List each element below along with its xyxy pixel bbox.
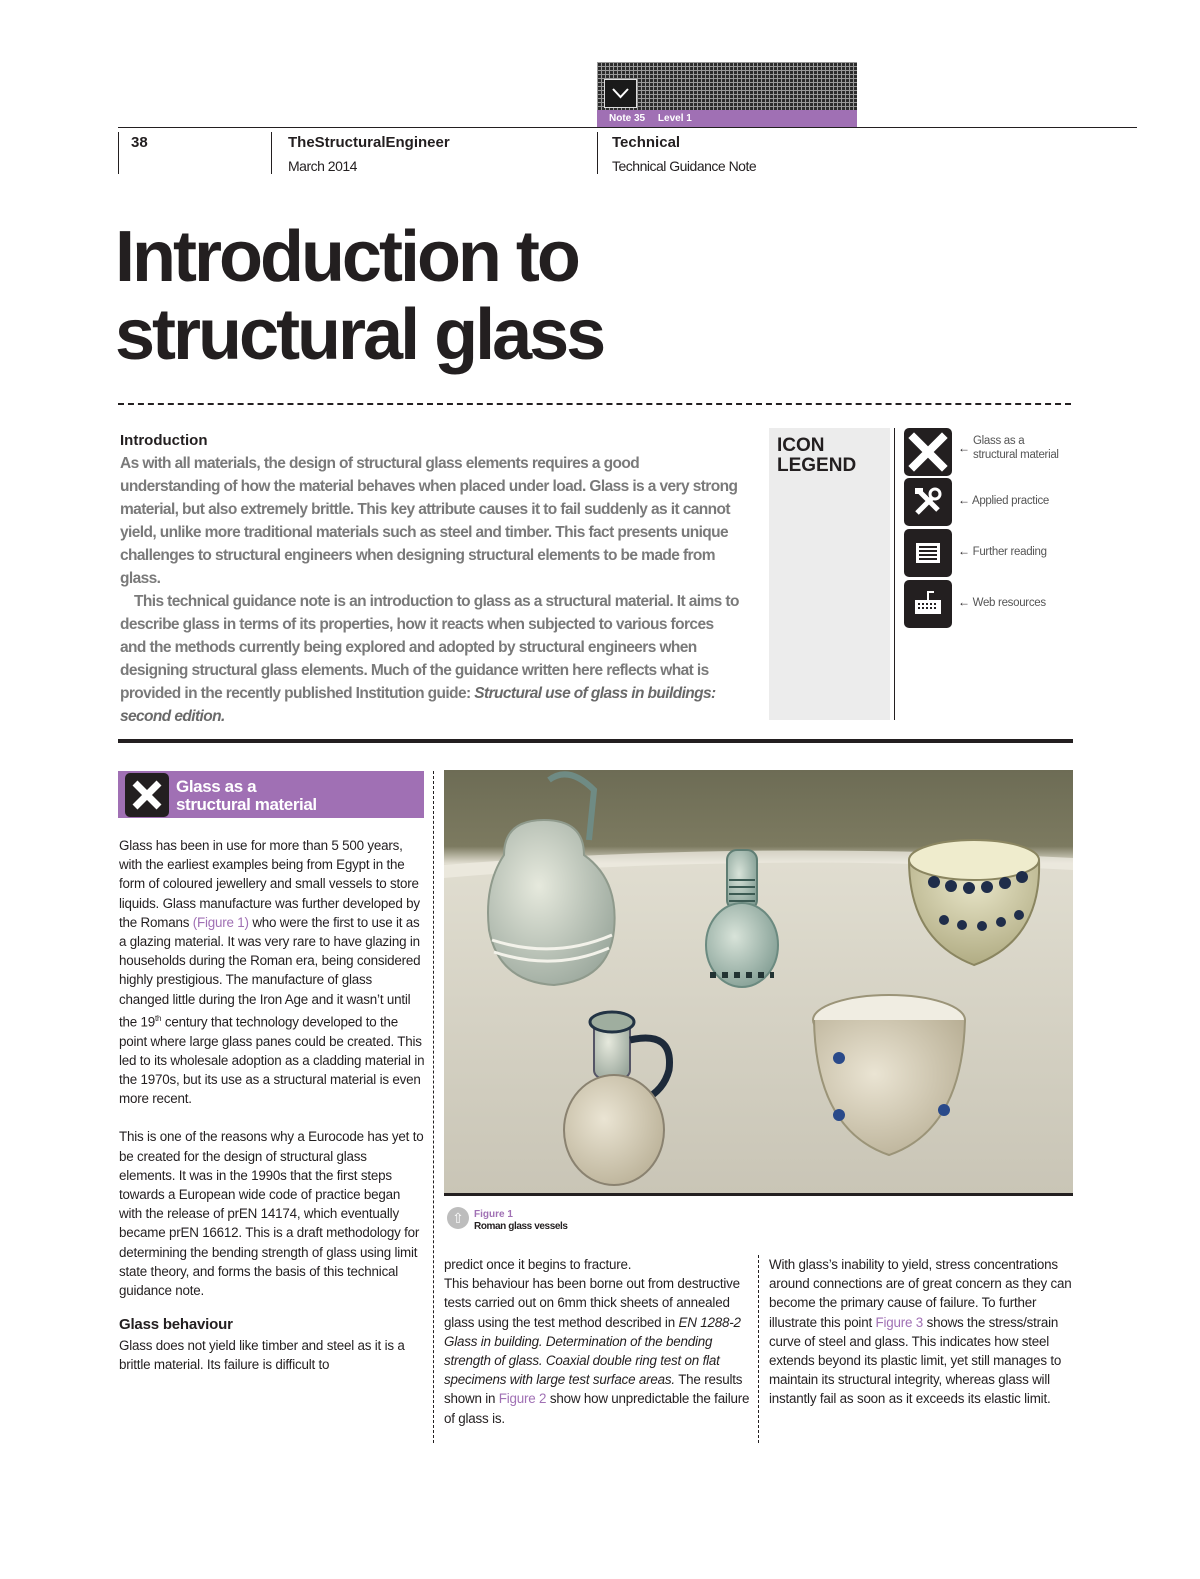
header-divider <box>118 132 119 174</box>
figure-1-link[interactable]: (Figure 1) <box>192 914 249 930</box>
legend-item-applied <box>958 493 1049 508</box>
tools-icon <box>904 478 952 526</box>
body-paragraph: predict once it begins to fracture. <box>444 1257 632 1272</box>
body-text: century that technology developed to the point where large glass panes could be created. This led to its wholesale adoption as a cladding material in the 1970s, but its use as a structural material is even more recent. <box>119 1014 425 1107</box>
figure-caption: Roman glass vessels <box>474 1221 568 1232</box>
legend-label: Further reading <box>972 546 1047 558</box>
title-line-2: structural glass <box>115 295 604 375</box>
figure-3-link[interactable]: Figure 3 <box>875 1314 924 1330</box>
title-line-1: Introduction to <box>115 217 578 297</box>
body-text: show how unpredictable the failure of glass is. <box>444 1391 750 1426</box>
intro-paragraph-text: This technical guidance note is an introduction to glass as a structural material. It aims to describe glass in terms of its properties, how it reacts when subjected to various forces and the methods currently being explored and adopted by structural engineers when designing structural glass elements. Much of the guidance written here reflects what is provided in the recently published Institution guide: <box>120 593 739 702</box>
header-divider <box>597 132 598 174</box>
body-text: With glass’s inability to yield, stress concentrations around connections are of great concern as they can become the primary cause of failure. To further illustrate this point <box>769 1257 1072 1330</box>
page-title <box>115 218 815 374</box>
legend-label: Glass as a <box>973 435 1025 447</box>
body-paragraph <box>119 836 425 1108</box>
intro-heading: Introduction <box>120 432 208 449</box>
standard-title: EN 1288-2 Glass in building. Determination of the bending strength of glass. Coaxial double ring test on flat specimens with large test surface areas. <box>444 1314 741 1388</box>
column-1 <box>119 836 425 1375</box>
intro-paragraph <box>120 590 740 728</box>
intro-text <box>120 452 740 728</box>
arrow-left-icon: ← <box>958 595 970 609</box>
legend-item-glass <box>958 434 1059 462</box>
body-paragraph: This is one of the reasons why a Eurocode has yet to be created for the design of structural glass elements. It was in the 1990s that the first steps towards a European wide code of practice began with the release of prEN 14174, which eventually became prEN 16612. This is a draft methodology for determining the bending strength of glass using limit state theory, and forms the basis of this technical guidance note. <box>119 1129 424 1298</box>
intro-paragraph: As with all materials, the design of structural glass elements requires a good understanding of how the material behaves when placed under load. Glass is a very strong material, but also extremely brittle. This key attribute causes it to fail suddenly as it cannot yield, unlike more traditional materials such as steel and timber. This fact presents unique challenges to structural engineers when designing structural elements to be made from glass. <box>120 455 738 587</box>
guide-title: Structural use of glass in buildings: second edition. <box>120 685 716 725</box>
legend-label: structural material <box>973 449 1059 461</box>
body-paragraph: Glass does not yield like timber and steel as it is a brittle material. Its failure is difficult to <box>119 1338 405 1373</box>
section-label: Technical <box>612 134 681 151</box>
section-heading-line-1: Glass as a <box>176 777 257 796</box>
figure-number: Figure 1 <box>474 1209 513 1220</box>
section-heading-line-2: structural material <box>176 795 317 814</box>
subheading-glass-behaviour: Glass behaviour <box>119 1316 233 1334</box>
legend-title-line-1: ICON <box>777 435 825 456</box>
body-text: shows the stress/strain curve of steel and glass. This indicates how steel extends beyond its plastic limit, yet still manages to maintain its structural integrity, whereas glass will instantly fail as soon as it exceeds its elastic limit. <box>769 1314 1062 1407</box>
column-2 <box>444 1255 750 1428</box>
figure-2-link[interactable]: Figure 2 <box>498 1391 547 1407</box>
subsection-label: Technical Guidance Note <box>612 158 757 174</box>
note-level-tab <box>597 110 857 127</box>
legend-title-line-2: LEGEND <box>777 455 857 476</box>
note-label: Note 35 <box>609 113 646 124</box>
legend-title <box>777 436 856 476</box>
cross-icon <box>125 773 169 817</box>
arrow-left-icon: ← <box>958 441 970 455</box>
arrow-left-icon: ← <box>958 544 970 558</box>
arrow-left-icon: ← <box>958 493 970 507</box>
photo-base-rule <box>444 1193 1073 1196</box>
column-divider <box>433 771 434 1443</box>
section-rule <box>118 739 1073 743</box>
cross-icon <box>904 428 952 476</box>
legend-divider <box>894 428 895 720</box>
column-divider <box>758 1255 759 1443</box>
body-paragraph <box>769 1255 1073 1409</box>
legend-item-reading <box>958 544 1047 559</box>
column-3 <box>769 1255 1073 1409</box>
level-label: Level 1 <box>657 113 692 124</box>
title-rule <box>118 403 1071 405</box>
page-number: 38 <box>131 134 148 151</box>
chevron-down-icon <box>604 79 637 108</box>
section-heading <box>176 778 317 814</box>
superscript: th <box>155 1013 162 1023</box>
legend-item-web <box>958 595 1046 610</box>
legend-label: Web resources <box>972 597 1046 609</box>
issue-date: March 2014 <box>288 158 357 174</box>
body-text: This behaviour has been borne out from destructive tests carried out on 6mm thick sheets of annealed glass using the test method described in <box>444 1276 740 1330</box>
legend-label: Applied practice <box>971 495 1049 507</box>
arrow-up-icon: ⇧ <box>447 1207 469 1229</box>
header-divider <box>271 132 272 174</box>
header-rule <box>118 127 1137 128</box>
publication-name: TheStructuralEngineer <box>288 134 450 151</box>
book-icon <box>904 529 952 577</box>
roman-glass-photo <box>444 770 1073 1194</box>
body-text: Glass has been in use for more than 5 500 years, with the earliest examples being from Egypt in the form of coloured jewellery and small vessels to store liquids. Glass manufacture was further developed by the Romans <box>119 838 420 930</box>
body-paragraph <box>444 1274 750 1428</box>
body-text: The results shown in <box>444 1372 743 1407</box>
body-text: who were the first to use it as a glazing material. It was very rare to have glazing in households during the Roman era, being considered highly prestigious. The manufacture of glass changed little during the Iron Age and it wasn’t until the 19 <box>119 914 421 1030</box>
keyboard-icon <box>904 580 952 628</box>
